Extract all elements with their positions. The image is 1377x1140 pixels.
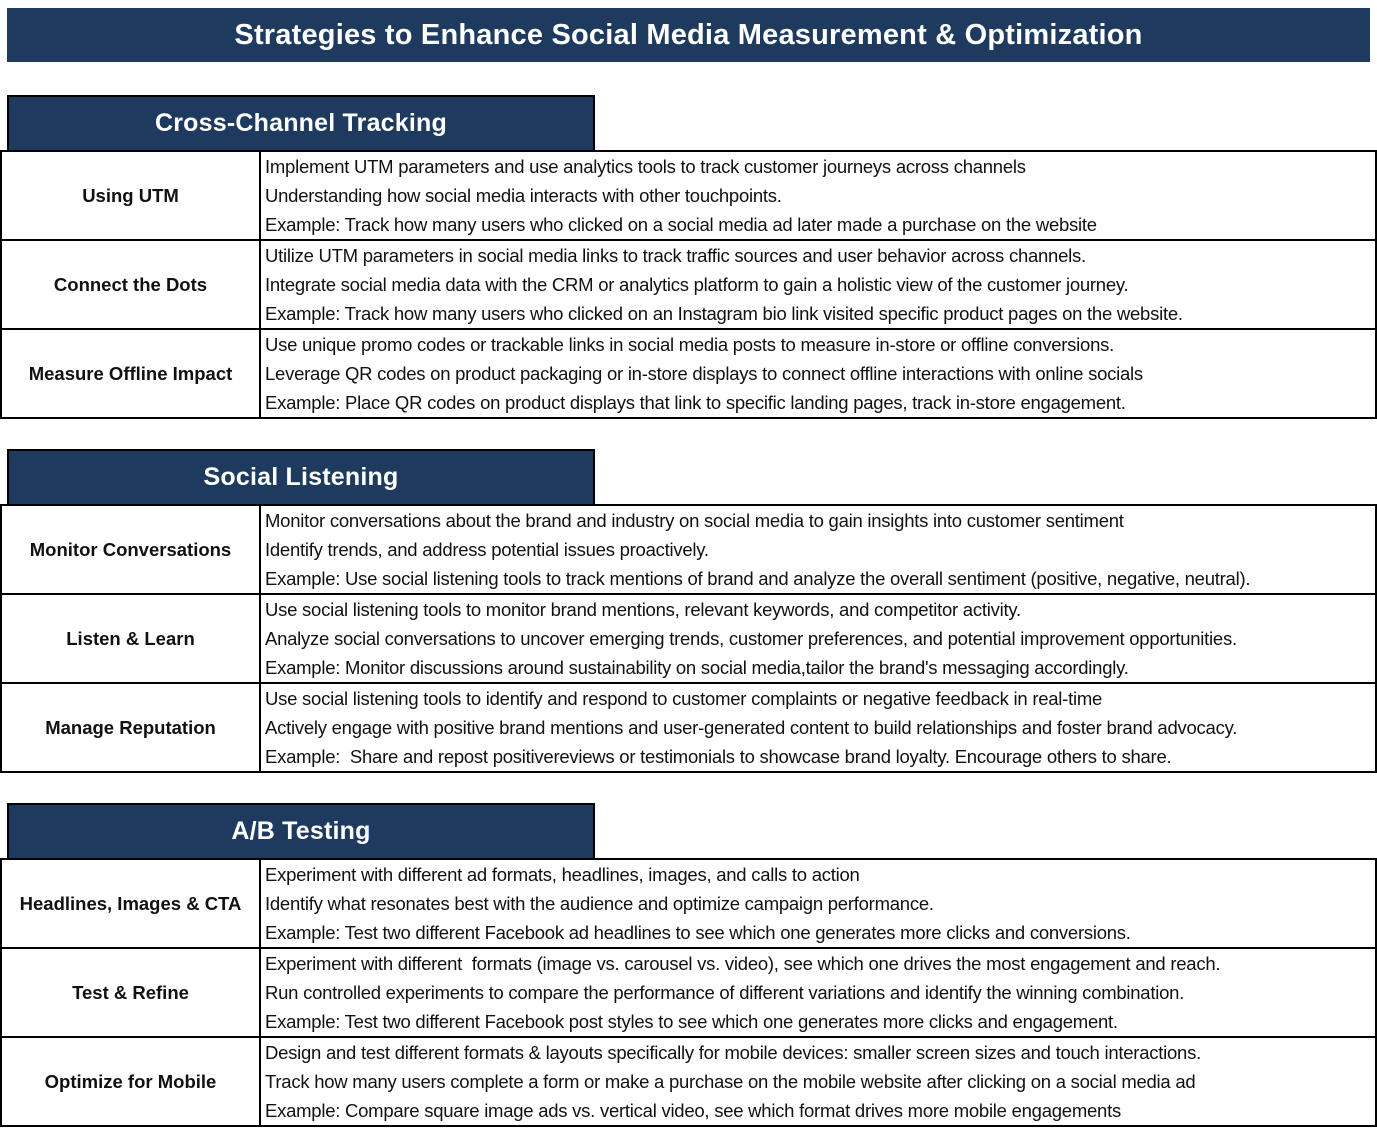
page-title: Strategies to Enhance Social Media Measurement & Optimization xyxy=(234,18,1143,51)
section-ab-testing xyxy=(0,803,1377,1127)
section-social-listening xyxy=(0,449,1377,773)
row-label: Headlines, Images & CTA xyxy=(2,860,261,947)
row-label: Manage Reputation xyxy=(2,684,261,771)
row-text-line: Example: Monitor discussions around sustainability on social media,tailor the brand's messaging accordingly. xyxy=(265,657,1129,678)
section-table-cross-channel-tracking xyxy=(0,150,1377,419)
row-content xyxy=(261,684,1375,771)
row-text-line: Use social listening tools to monitor brand mentions, relevant keywords, and competitor activity. xyxy=(265,599,1021,620)
section-table-social-listening xyxy=(0,504,1377,773)
row-label: Optimize for Mobile xyxy=(2,1038,261,1125)
row-text-line: Example: Use social listening tools to track mentions of brand and analyze the overall sentiment (positive, negative, neutral). xyxy=(265,568,1251,589)
row-text-line: Leverage QR codes on product packaging or in-store displays to connect offline interactions with online socials xyxy=(265,363,1143,384)
row-text-line: Use social listening tools to identify and respond to customer complaints or negative feedback in real-time xyxy=(265,688,1103,709)
row-content xyxy=(261,860,1375,947)
section-cross-channel-tracking xyxy=(0,95,1377,419)
table-row xyxy=(2,595,1375,684)
row-text-line: Identify trends, and address potential issues proactively. xyxy=(265,539,709,560)
row-content xyxy=(261,330,1375,417)
row-content xyxy=(261,506,1375,593)
row-text-line: Experiment with different ad formats, headlines, images, and calls to action xyxy=(265,864,860,885)
row-label: Connect the Dots xyxy=(2,241,261,328)
row-content xyxy=(261,1038,1375,1125)
table-row xyxy=(2,684,1375,771)
row-label: Listen & Learn xyxy=(2,595,261,682)
row-text-line: Identify what resonates best with the audience and optimize campaign performance. xyxy=(265,893,934,914)
table-row xyxy=(2,1038,1375,1125)
row-text-line: Example: Track how many users who clicked on a social media ad later made a purchase on the website xyxy=(265,214,1097,235)
row-text-line: Experiment with different formats (image vs. carousel vs. video), see which one drives the most engagement and reach. xyxy=(265,953,1221,974)
row-text-line: Run controlled experiments to compare the performance of different variations and identify the winning combination. xyxy=(265,982,1185,1003)
row-content xyxy=(261,949,1375,1036)
section-header-social-listening xyxy=(7,449,595,506)
row-content xyxy=(261,595,1375,682)
table-row xyxy=(2,152,1375,241)
section-header-cross-channel-tracking xyxy=(7,95,595,152)
row-text-line: Implement UTM parameters and use analytics tools to track customer journeys across channels xyxy=(265,156,1026,177)
row-text-line: Example: Track how many users who clicked on an Instagram bio link visited specific product pages on the website. xyxy=(265,303,1183,324)
section-table-ab-testing xyxy=(0,858,1377,1127)
row-text-line: Example: Test two different Facebook ad headlines to see which one generates more clicks and conversions. xyxy=(265,922,1131,943)
row-text-line: Understanding how social media interacts with other touchpoints. xyxy=(265,185,782,206)
section-title: Social Listening xyxy=(203,463,399,491)
row-text-line: Utilize UTM parameters in social media links to track traffic sources and user behavior across channels. xyxy=(265,245,1086,266)
row-text-line: Example: Share and repost positivereviews or testimonials to showcase brand loyalty. Encourage others to share. xyxy=(265,746,1172,767)
page-title-banner xyxy=(7,8,1370,62)
table-row xyxy=(2,949,1375,1038)
row-text-line: Example: Compare square image ads vs. vertical video, see which format drives more mobile engagements xyxy=(265,1100,1121,1121)
row-text-line: Monitor conversations about the brand and industry on social media to gain insights into customer sentiment xyxy=(265,510,1124,531)
section-title: Cross-Channel Tracking xyxy=(155,109,447,137)
table-row xyxy=(2,860,1375,949)
table-row xyxy=(2,506,1375,595)
row-label: Monitor Conversations xyxy=(2,506,261,593)
section-title: A/B Testing xyxy=(231,817,371,845)
row-text-line: Actively engage with positive brand mentions and user-generated content to build relationships and foster brand advocacy. xyxy=(265,717,1238,738)
row-label: Measure Offline Impact xyxy=(2,330,261,417)
row-label: Using UTM xyxy=(2,152,261,239)
row-text-line: Example: Test two different Facebook post styles to see which one generates more clicks and engagement. xyxy=(265,1011,1118,1032)
row-label: Test & Refine xyxy=(2,949,261,1036)
row-text-line: Track how many users complete a form or make a purchase on the mobile website after clicking on a social media ad xyxy=(265,1071,1196,1092)
table-row xyxy=(2,330,1375,417)
row-text-line: Design and test different formats & layouts specifically for mobile devices: smaller screen sizes and touch interactions. xyxy=(265,1042,1201,1063)
row-text-line: Example: Place QR codes on product displays that link to specific landing pages, track in-store engagement. xyxy=(265,392,1126,413)
table-row xyxy=(2,241,1375,330)
row-text-line: Integrate social media data with the CRM or analytics platform to gain a holistic view of the customer journey. xyxy=(265,274,1129,295)
row-content xyxy=(261,241,1375,328)
row-text-line: Analyze social conversations to uncover emerging trends, customer preferences, and potential improvement opportunities. xyxy=(265,628,1237,649)
row-content xyxy=(261,152,1375,239)
row-text-line: Use unique promo codes or trackable links in social media posts to measure in-store or offline conversions. xyxy=(265,334,1115,355)
section-header-ab-testing xyxy=(7,803,595,860)
